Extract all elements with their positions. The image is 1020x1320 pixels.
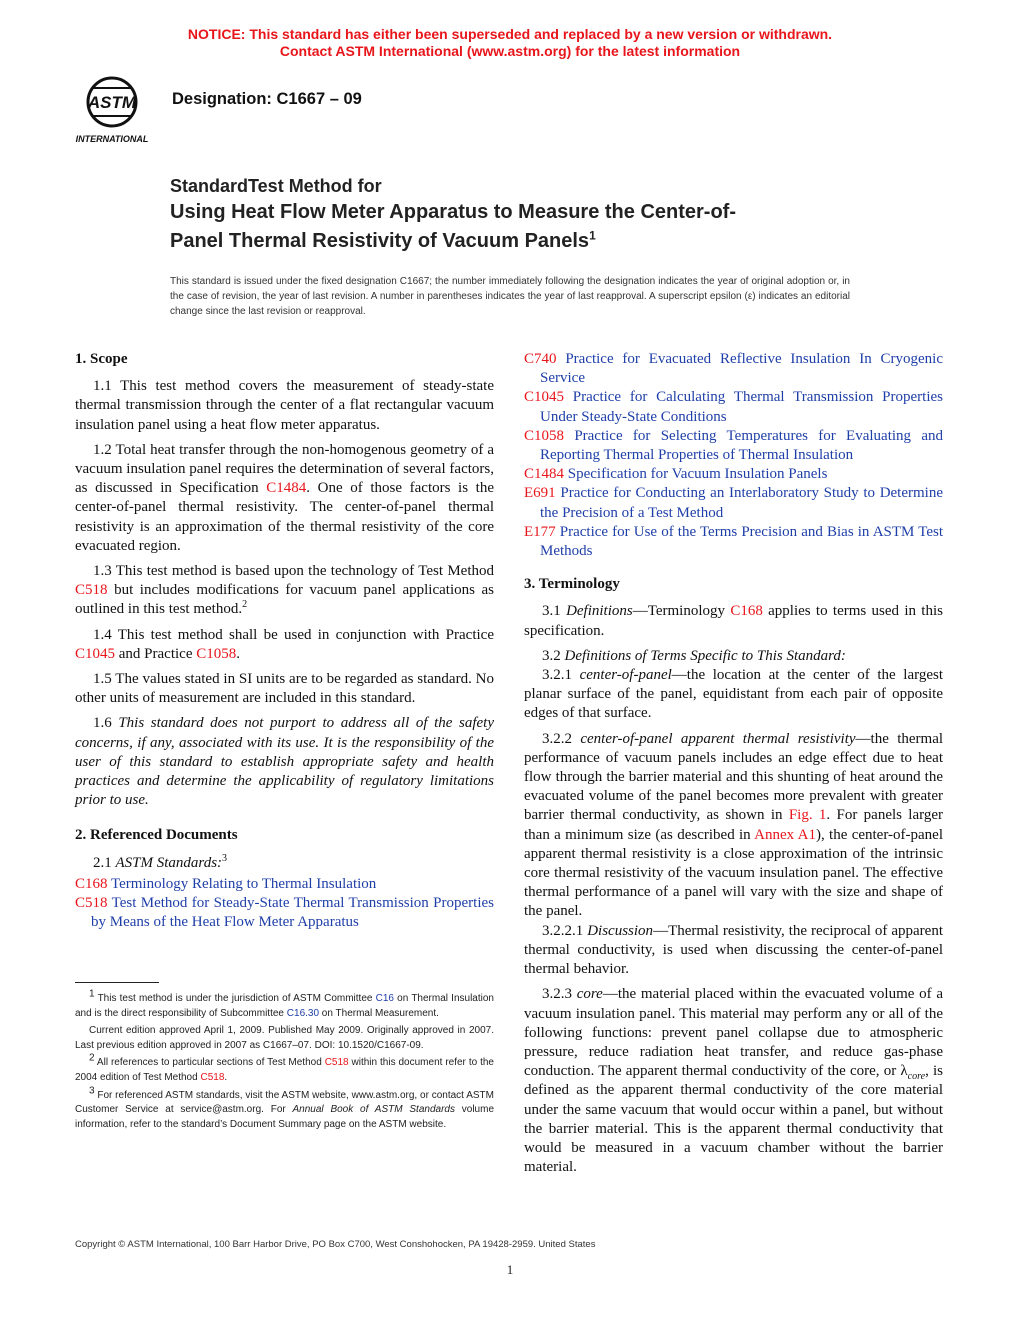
title-line-1: StandardTest Method for [170, 176, 382, 196]
footnote-marker-3: 3 [222, 852, 228, 864]
footnote-1: $^1$ This test method is under the jurisdiction of ASTM Committee C16 on Thermal Insulation and is the direct responsibility of Subcommittee C16.30 on Thermal Measurement. [75, 988, 494, 1019]
section-heading-terminology: 3. Terminology [524, 576, 620, 593]
page-number: 1 [506, 1262, 514, 1277]
para-1-6: 1.6 This standard does not purport to address all of the safety concerns, if any, associated with its use. It is the responsibility of the user of this standard to establish appropriate safety and health practices and determine the applicability of regulatory limitations prior to use. [75, 715, 495, 809]
issuance-note: This standard is issued under the fixed designation C1667; the number immediately following the designation indicates the year of original adoption or, in the case of revision, the year of last revision. A number in parentheses indicates the year of last reapproval. A superscript epsilon (ε) indicates an editorial change since the last revision or reapproval. [170, 276, 850, 317]
title-line-3: Panel Thermal Resistivity of Vacuum Panels [170, 230, 590, 252]
footnote-2: $^2$ All references to particular sections of Test Method C518 within this document refer to the 2004 edition of Test Method C518. [75, 1053, 494, 1083]
link-ref-c740[interactable]: C740 [524, 351, 557, 367]
title-line-2: Using Heat Flow Meter Apparatus to Measure the Center-of- [170, 201, 736, 223]
link-fig-1[interactable]: Fig. 1 [788, 807, 827, 824]
document-title [170, 175, 870, 255]
notice-line-2: Contact ASTM International (www.astm.org) for the latest information [279, 43, 741, 59]
link-ref-e177[interactable]: E177 [524, 523, 556, 540]
left-column [75, 350, 494, 932]
link-ref-c518[interactable]: C518 [75, 895, 108, 912]
footnotes [75, 988, 494, 1135]
para-1-5: 1.5 The values stated in SI units are to be regarded as standard. No other units of measurement are included in this standard. [75, 671, 494, 707]
ref-item: C740 Practice for Evacuated Reflective Insulation In Cryogenic Service [524, 351, 943, 387]
link-c16[interactable]: C16 [375, 993, 394, 1004]
astm-logo [70, 74, 160, 146]
ref-item: C1484 Specification for Vacuum Insulation Panels [524, 466, 828, 483]
link-fn-c518-b[interactable]: C518 [200, 1071, 225, 1083]
right-column [524, 350, 943, 1183]
para-1-2: 1.2 Total heat transfer through the non-homogenous geometry of a vacuum insulation panel requires the determination of several factors, as discussed in Specification C1484. One of those factors is the center-of-panel thermal resistivity. The center-of-panel thermal resistivity is an approximation of the thermal resistivity of the core evacuated region. [75, 441, 495, 554]
ref-item: E177 Practice for Use of the Terms Precision and Bias in ASTM Test Methods [524, 523, 943, 560]
para-3-2-2: 3.2.2 center-of-panel apparent thermal resistivity—the thermal performance of vacuum panels includes an edge effect due to heat flow through the barrier material and this shunting of heat around the evacuated volume of the panel becomes more prevalent with greater barrier thermal conductivity, as shown in Fig. 1. For panels larger than a minimum size (as described in Annex A1), the center-of-panel apparent thermal resistivity is a close approximation of the intrinsic core thermal resistivity of the vacuum insulation panel. The effective thermal performance of a panel will vary with the size and shape of the panel. [524, 730, 944, 920]
footnote-3: $^3$ For referenced ASTM standards, visit the ASTM website, www.astm.org, or contact ASTM Customer Service at service@astm.org. For Annual Book of ASTM Standards volume information, refer to the standard’s Document Summary page on the ASTM website. [75, 1085, 494, 1130]
footnote-marker-2: 2 [242, 599, 248, 611]
para-1-3: 1.3 This test method is based upon the technology of Test Method C518 but includes modifications for vacuum panel applications as outlined in this test method.$^2$ [75, 563, 494, 618]
lambda-symbol: λ [900, 1063, 908, 1080]
ref-item: C168 Terminology Relating to Thermal Insulation [75, 875, 377, 892]
para-1-4: 1.4 This test method shall be used in conjunction with Practice C1045 and Practice C1058. [75, 626, 494, 662]
copyright-line: Copyright © ASTM International, 100 Barr Harbor Drive, PO Box C700, West Conshohocken, PA 19428-2959. United States [75, 1239, 596, 1250]
para-3-2-2-1: 3.2.2.1 Discussion—Thermal resistivity, the reciprocal of apparent thermal conductivity, is used when discussing the center-of-panel thermal behavior. [524, 922, 944, 978]
link-annex-a1[interactable]: Annex A1 [754, 826, 816, 843]
svg-text:INTERNATIONAL: INTERNATIONAL [75, 134, 149, 144]
designation: Designation: C1667 – 09 [172, 90, 362, 108]
ref-item: E691 Practice for Conducting an Interlaboratory Study to Determine the Precision of a Test Method [524, 485, 943, 521]
link-ref-c1484[interactable]: C1484 [524, 466, 565, 483]
notice-line-1: NOTICE: This standard has either been superseded and replaced by a new version or withdrawn. [187, 26, 833, 42]
link-c518[interactable]: C518 [75, 582, 108, 599]
svg-text:ASTM: ASTM [87, 93, 137, 112]
para-2-1: 2.1 ASTM Standards:$^3$ [93, 852, 228, 871]
section-heading-referenced-documents: 2. Referenced Documents [75, 827, 238, 844]
link-fn-c518-a[interactable]: C518 [324, 1057, 349, 1069]
link-c1058[interactable]: C1058 [196, 645, 237, 662]
footnote-divider [75, 982, 159, 983]
para-3-2-3: 3.2.3 core—the material placed within the evacuated volume of a vacuum insulation panel. This material may perform any or all of the following functions: prevent panel collapse due to atmospheric pressure, reduce radiation heat transfer, and reduce gas-phase conduction. The apparent thermal conductivity of the core, or $\lambda_{core}$, is defined as the apparent thermal conductivity of the core material under the same vacuum that would occur within a panel, but without the barrier material. This is the apparent thermal conductivity that would be measured in a vacuum chamber without the barrier material. [524, 986, 944, 1176]
link-c16-30[interactable]: C16.30 [286, 1007, 320, 1019]
link-ref-c1045[interactable]: C1045 [524, 389, 565, 406]
link-ref-c1058[interactable]: C1058 [524, 427, 565, 444]
ref-item: C1058 Practice for Selecting Temperatures for Evaluating and Reporting Thermal Properties of Thermal Insulation [524, 427, 943, 464]
para-3-2-1: 3.2.1 center-of-panel—the location at the center of the largest planar surface of the panel, equidistant from each pair of opposite edges of that surface. [524, 667, 943, 722]
ref-item: C518 Test Method for Steady-State Thermal Transmission Properties by Means of the Heat Flow Meter Apparatus [75, 895, 494, 931]
link-c1484[interactable]: C1484 [266, 480, 307, 497]
link-ref-c168[interactable]: C168 [75, 875, 108, 892]
title-footnote-marker: 1 [589, 228, 596, 243]
section-heading-scope: 1. Scope [75, 351, 128, 367]
para-3-1: 3.1 Definitions—Terminology C168 applies to terms used in this specification. [524, 603, 943, 639]
supersede-notice [0, 26, 1020, 60]
para-1-1: 1.1 This test method covers the measurement of steady-state thermal transmission through the center of a flat rectangular vacuum insulation panel using a heat flow meter apparatus. [75, 378, 494, 433]
link-term-c168[interactable]: C168 [730, 603, 763, 620]
ref-item: C1045 Practice for Calculating Thermal Transmission Properties Under Steady-State Conditions [524, 389, 943, 425]
footnote-1-edition: Current edition approved April 1, 2009. Published May 2009. Originally approved in 2007. Last previous edition approved in 2007 as C1667–07. DOI: 10.1520/C1667-09. [75, 1025, 494, 1051]
para-3-2: 3.2 Definitions of Terms Specific to This Standard: [542, 647, 846, 664]
link-c1045[interactable]: C1045 [75, 645, 116, 662]
link-ref-e691[interactable]: E691 [524, 485, 556, 502]
